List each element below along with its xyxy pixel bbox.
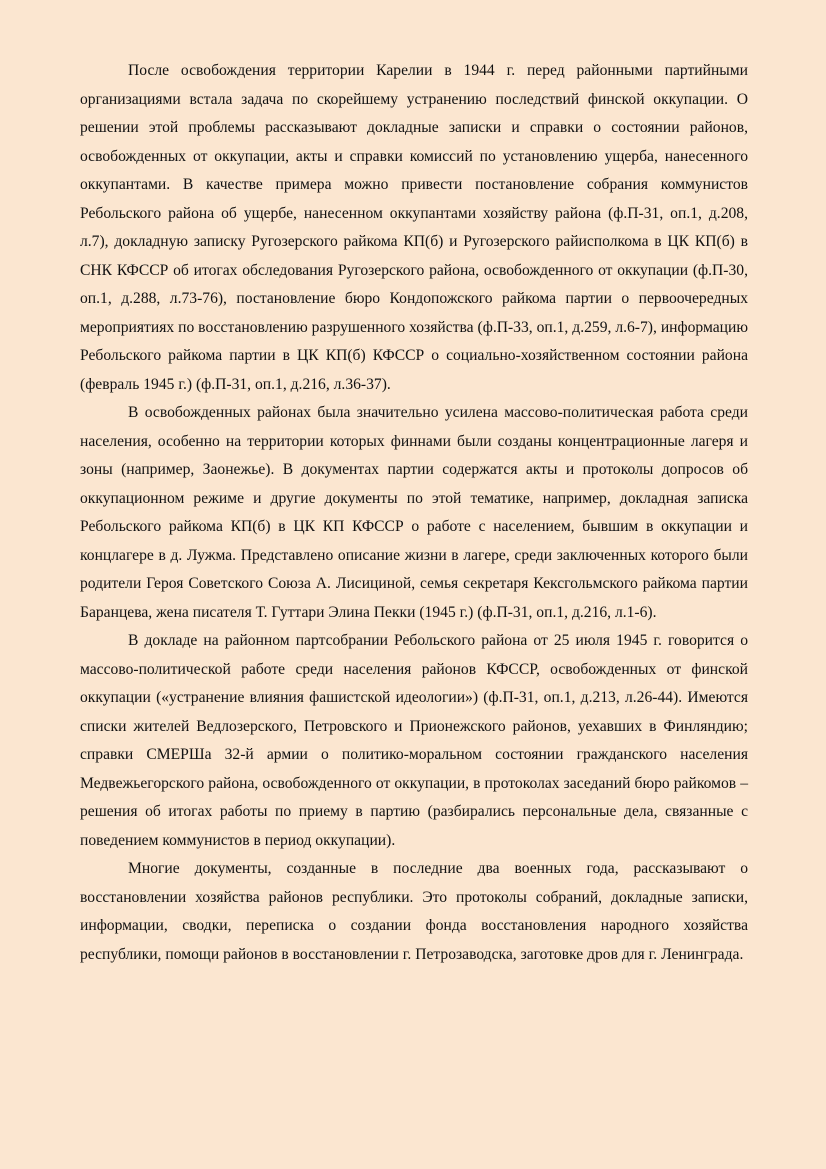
- paragraph-1: После освобождения территории Карелии в 1944 г. перед районными партийными организациями встала задача по скорейшему устранению последствий финской оккупации. О решении этой проблемы рассказывают докладные записки и справки о состоянии районов, освобожденных от оккупации, акты и справки комиссий по установлению ущерба, нанесенного оккупантами. В качестве примера можно привести постановление собрания коммунистов Ребольского района об ущербе, нанесенном оккупантами хозяйству района (ф.П-31, оп.1, д.208, л.7), докладную записку Ругозерского райкома КП(б) и Ругозерского райисполкома в ЦК КП(б) в СНК КФССР об итогах обследования Ругозерского района, освобожденного от оккупации (ф.П-30, оп.1, д.288, л.73-76), постановление бюро Кондопожского райкома партии о первоочередных мероприятиях по восстановлению разрушенного хозяйства (ф.П-33, оп.1, д.259, л.6-7), информацию Ребольского райкома партии в ЦК КП(б) КФССР о социально-хозяйственном состоянии района (февраль 1945 г.) (ф.П-31, оп.1, д.216, л.36-37).: [80, 62, 748, 393]
- paragraph-4: Многие документы, созданные в последние два военных года, рассказывают о восстановлении хозяйства районов республики. Это протоколы собраний, докладные записки, информации, сводки, переписка о создании фонда восстановления народного хозяйства республики, помощи районов в восстановлении г. Петрозаводска, заготовке дров для г. Ленинграда.: [80, 860, 748, 963]
- paragraph-2: В освобожденных районах была значительно усилена массово-политическая работа среди населения, особенно на территории которых финнами были созданы концентрационные лагеря и зоны (например, Заонежье). В документах партии содержатся акты и протоколы допросов об оккупационном режиме и другие документы по этой тематике, например, докладная записка Ребольского райкома КП(б) в ЦК КП КФССР о работе с населением, бывшим в оккупации и концлагере в д. Лужма. Представлено описание жизни в лагере, среди заключенных которого были родители Героя Советского Союза А. Лисициной, семья секретаря Кексгольмского райкома партии Баранцева, жена писателя Т. Гуттари Элина Пекки (1945 г.) (ф.П-31, оп.1, д.216, л.1-6).: [80, 404, 748, 621]
- paragraph-3: В докладе на районном партсобрании Ребольского района от 25 июля 1945 г. говорится о массово-политической работе среди населения районов КФССР, освобожденных от финской оккупации («устранение влияния фашистской идеологии») (ф.П-31, оп.1, д.213, л.26-44). Имеются списки жителей Ведлозерского, Петровского и Прионежского районов, уехавших в Финляндию; справки СМЕРШа 32-й армии о политико-моральном состоянии гражданского населения Медвежьегорского района, освобожденного от оккупации, в протоколах заседаний бюро райкомов – решения об итогах работы по приему в партию (разбирались персональные дела, связанные с поведением коммунистов в период оккупации).: [80, 632, 748, 849]
